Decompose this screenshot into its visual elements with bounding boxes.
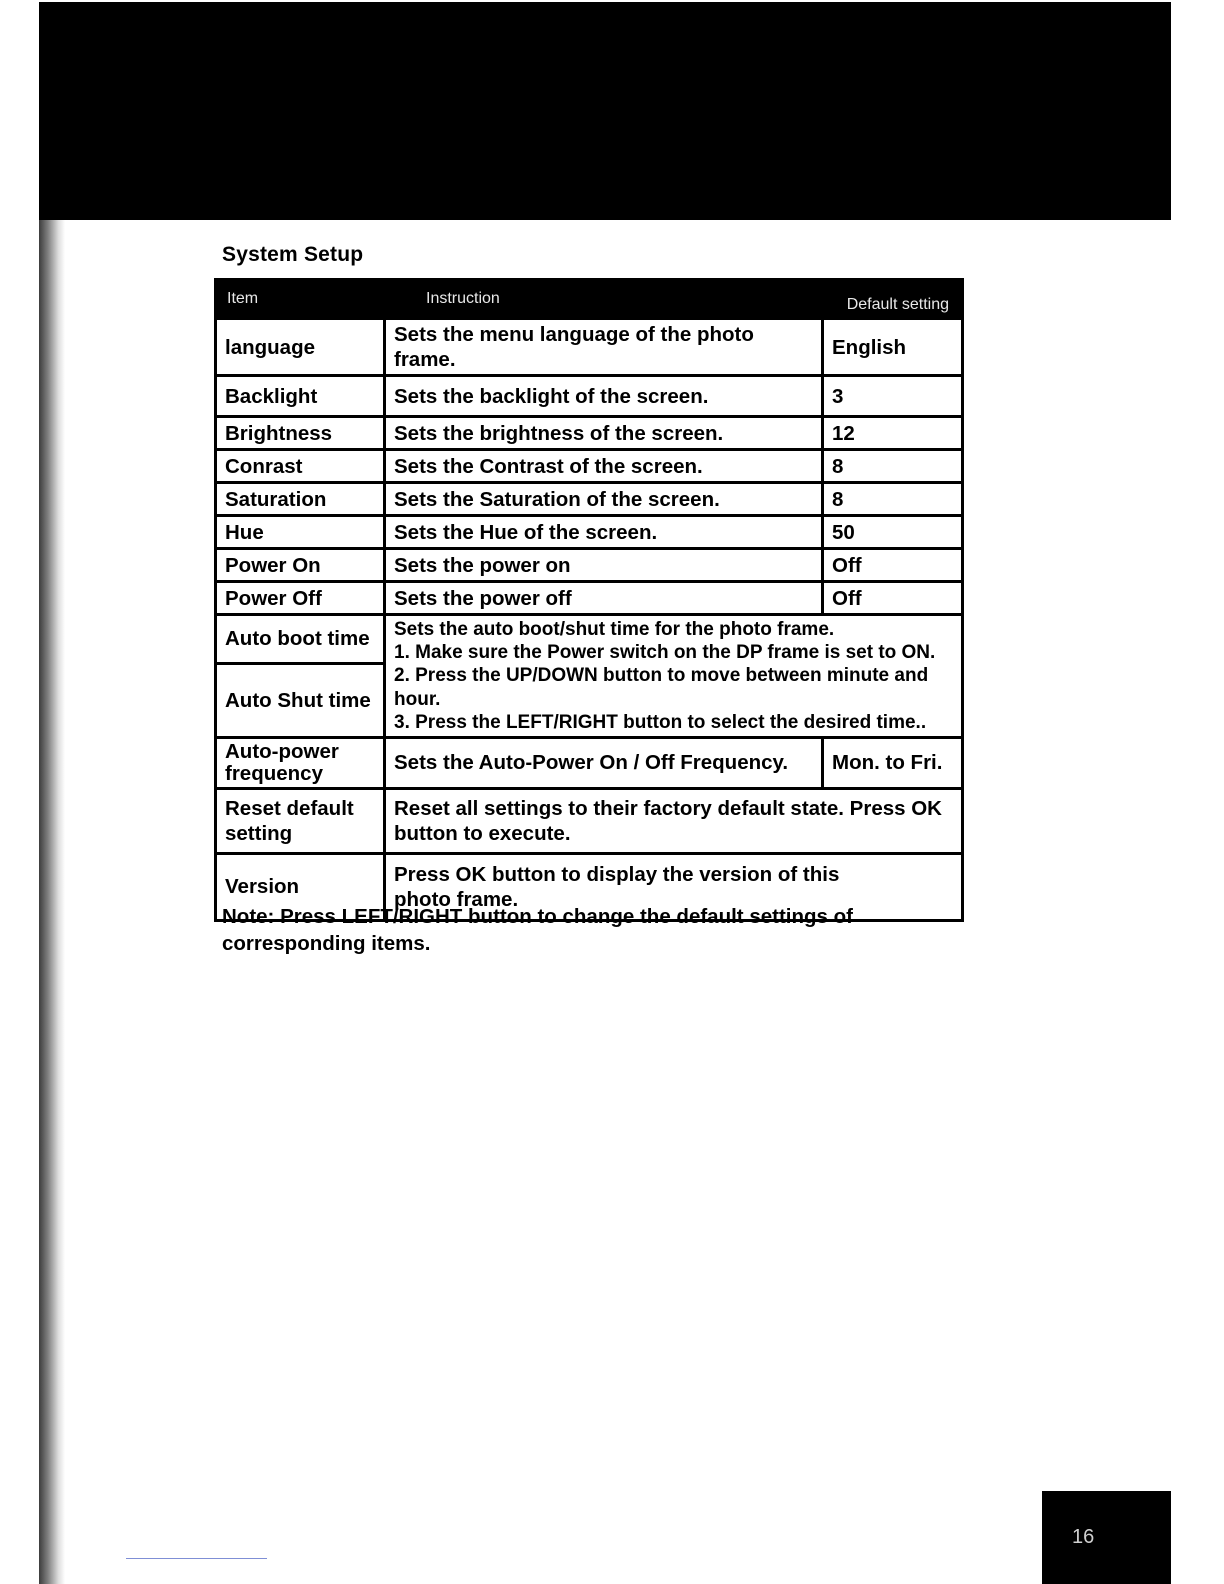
table-row (216, 737, 963, 788)
item-cell: Conrast (216, 450, 385, 483)
instruction-line: Sets the auto boot/shut time for the photo frame. (394, 619, 835, 640)
instruction-cell: Sets the Saturation of the screen. (385, 483, 823, 516)
default-cell: 8 (823, 483, 963, 516)
bottom-rule (126, 1558, 267, 1559)
item-cell: Auto boot time (216, 615, 385, 664)
table-row (216, 582, 963, 615)
instruction-cell: Sets the backlight of the screen. (385, 376, 823, 417)
item-cell: Backlight (216, 376, 385, 417)
instruction-cell: Sets the power on (385, 549, 823, 582)
table-row (216, 417, 963, 450)
default-cell: Off (823, 549, 963, 582)
default-cell: Mon. to Fri. (823, 737, 963, 788)
default-cell: Off (823, 582, 963, 615)
item-cell: Power On (216, 549, 385, 582)
table-row (216, 516, 963, 549)
item-cell: Saturation (216, 483, 385, 516)
table-row (216, 788, 963, 853)
instruction-line: 1. Make sure the Power switch on the DP frame is set to ON. (394, 642, 936, 664)
item-cell: Reset default setting (216, 788, 385, 853)
page-number: 16 (1072, 1526, 1095, 1548)
scan-left-shadow (39, 220, 65, 1584)
instruction-line: 2. Press the UP/DOWN button to move between minute and (394, 665, 929, 687)
item-cell: Hue (216, 516, 385, 549)
default-cell: 8 (823, 450, 963, 483)
item-cell: Brightness (216, 417, 385, 450)
table-row (216, 450, 963, 483)
table-row (216, 483, 963, 516)
header-item: Item (216, 280, 385, 319)
default-cell: 50 (823, 516, 963, 549)
page-number-tab (1042, 1491, 1171, 1584)
table-row (216, 376, 963, 417)
header-default-setting: Default setting (823, 280, 963, 319)
item-cell: Power Off (216, 582, 385, 615)
default-cell: English (823, 319, 963, 376)
top-black-band (39, 2, 1171, 220)
instruction-cell: Reset all settings to their factory default state. Press OK button to execute. (385, 788, 963, 853)
table-row (216, 549, 963, 582)
auto-time-instruction-cell (385, 615, 963, 738)
default-cell: 12 (823, 417, 963, 450)
scan-right-margin (1171, 0, 1224, 1584)
item-cell: Auto Shut time (216, 663, 385, 737)
table-row (216, 319, 963, 376)
instruction-cell: Sets the menu language of the photo frame. (385, 319, 823, 376)
scan-left-margin (0, 0, 39, 1584)
item-cell: Version (216, 853, 385, 920)
table-header-row (216, 280, 963, 319)
instruction-cell: Press OK button to display the version of this photo frame. (385, 853, 963, 920)
item-cell: language (216, 319, 385, 376)
item-cell: Auto-power frequency (216, 737, 385, 788)
instruction-cell: Sets the power off (385, 582, 823, 615)
system-setup-table (214, 278, 964, 922)
header-instruction: Instruction (385, 280, 823, 319)
table-row (216, 615, 963, 664)
default-cell: 3 (823, 376, 963, 417)
section-title: System Setup (222, 243, 364, 266)
instruction-cell: Sets the brightness of the screen. (385, 417, 823, 450)
instruction-line: 3. Press the LEFT/RIGHT button to select the desired time.. (394, 711, 927, 733)
instruction-cell: Sets the Contrast of the screen. (385, 450, 823, 483)
instruction-cell: Sets the Hue of the screen. (385, 516, 823, 549)
instruction-line: hour. (394, 688, 441, 710)
instruction-cell: Sets the Auto-Power On / Off Frequency. (385, 737, 823, 788)
note-text: Note: Press LEFT/RIGHT button to change the default settings of corresponding items. (222, 905, 853, 955)
